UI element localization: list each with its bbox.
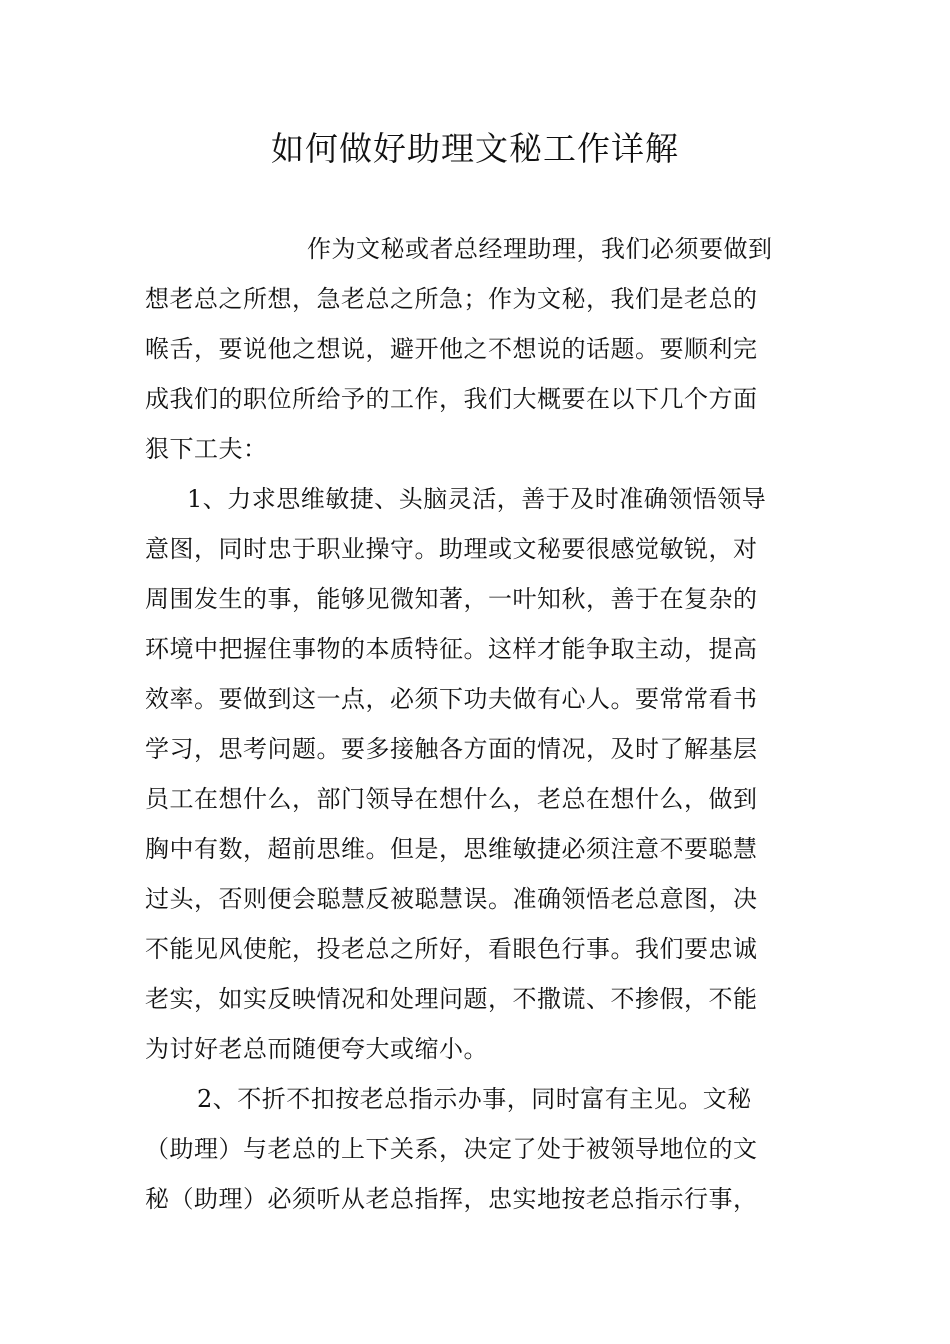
paragraph-line: 为讨好老总而随便夸大或缩小。 bbox=[145, 1035, 488, 1063]
paragraph-line: （助理）与老总的上下关系，决定了处于被领导地位的文 bbox=[145, 1135, 758, 1163]
paragraph-line: 胸中有数，超前思维。但是，思维敏捷必须注意不要聪慧 bbox=[145, 835, 758, 863]
paragraph-line: 喉舌，要说他之想说，避开他之不想说的话题。要顺利完 bbox=[145, 335, 758, 363]
paragraph-line: 员工在想什么，部门领导在想什么，老总在想什么，做到 bbox=[145, 785, 758, 813]
paragraph-line: 作为文秘或者总经理助理，我们必须要做到 bbox=[307, 235, 773, 263]
paragraph-line: 1、力求思维敏捷、头脑灵活，善于及时准确领悟领导 bbox=[187, 485, 767, 513]
paragraph-line: 环境中把握住事物的本质特征。这样才能争取主动，提高 bbox=[145, 635, 758, 663]
paragraph-line: 意图，同时忠于职业操守。助理或文秘要很感觉敏锐，对 bbox=[145, 535, 758, 563]
paragraph-line: 不能见风使舵，投老总之所好，看眼色行事。我们要忠诚 bbox=[145, 935, 758, 963]
paragraph-line: 过头，否则便会聪慧反被聪慧误。准确领悟老总意图，决 bbox=[145, 885, 758, 913]
paragraph-line: 老实，如实反映情况和处理问题，不撒谎、不掺假，不能 bbox=[145, 985, 758, 1013]
paragraph-line: 2、不折不扣按老总指示办事，同时富有主见。文秘 bbox=[197, 1085, 752, 1113]
paragraph-line: 成我们的职位所给予的工作，我们大概要在以下几个方面 bbox=[145, 385, 758, 413]
intro-paragraph bbox=[145, 224, 807, 474]
document-title: 如何做好助理文秘工作详解 bbox=[271, 129, 679, 168]
paragraph-line: 想老总之所想，急老总之所急；作为文秘，我们是老总的 bbox=[145, 285, 758, 313]
paragraph-line: 周围发生的事，能够见微知著，一叶知秋，善于在复杂的 bbox=[145, 585, 758, 613]
document-body bbox=[145, 224, 807, 1224]
paragraph-line: 学习，思考问题。要多接触各方面的情况，及时了解基层 bbox=[145, 735, 758, 763]
paragraph-line: 秘（助理）必须听从老总指挥，忠实地按老总指示行事， bbox=[145, 1185, 758, 1213]
paragraph-line: 效率。要做到这一点，必须下功夫做有心人。要常常看书 bbox=[145, 685, 758, 713]
section-1-paragraph bbox=[145, 474, 807, 1074]
section-2-paragraph bbox=[145, 1074, 807, 1224]
paragraph-line: 狠下工夫： bbox=[145, 435, 268, 463]
